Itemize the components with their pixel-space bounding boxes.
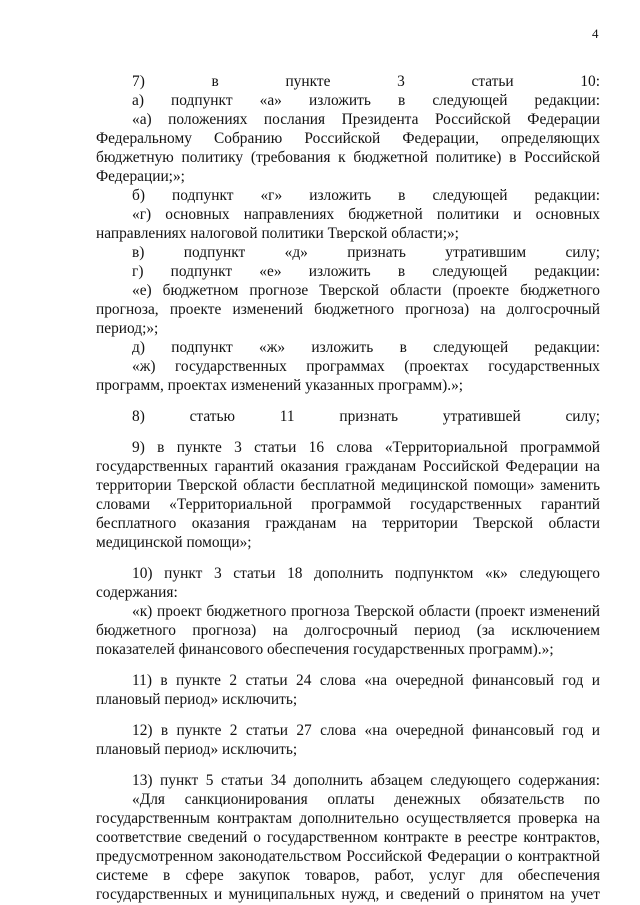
text-line: 11) в пункте 2 статьи 24 слова «на очередной финансовый год и (132, 672, 600, 689)
text-line: показателей финансового обеспечения государственных программ).»; (96, 641, 554, 658)
paragraph-gap (96, 659, 600, 671)
paragraph (96, 262, 600, 281)
paragraph-gap (96, 395, 600, 407)
text-line: плановый период» исключить; (96, 741, 298, 758)
text-line: 12) в пункте 2 статьи 27 слова «на очередной финансовый год и (132, 722, 600, 739)
text-line: д) подпункт «ж» изложить в следующей редакции: (132, 339, 600, 356)
text-line: направлениях налоговой политики Тверской области;»; (96, 225, 459, 242)
paragraph (96, 205, 600, 243)
text-line: государственным контрактам дополнительно осуществляется проверка на (96, 810, 600, 827)
paragraph-gap (96, 759, 600, 771)
paragraph (96, 91, 600, 110)
text-line: «а) положениях послания Президента Российской Федерации (132, 111, 600, 128)
text-line: прогноза, проекте изменений бюджетного прогноза) на долгосрочный (96, 301, 600, 318)
paragraph (96, 564, 600, 602)
text-line: Федерации;»; (96, 168, 185, 185)
paragraph-gap (96, 426, 600, 438)
text-line: г) подпункт «е» изложить в следующей редакции: (132, 263, 600, 280)
text-line: программ, проектах изменений указанных программ).»; (96, 377, 464, 394)
text-line: 8) статью 11 признать утратившей силу; (132, 408, 600, 425)
paragraph (96, 671, 600, 709)
paragraph (96, 771, 600, 790)
paragraph-gap (96, 552, 600, 564)
text-line: «е) бюджетном прогнозе Тверской области (проекте бюджетного (132, 282, 600, 299)
text-line: бюджетного прогноза) на долгосрочный период (за исключением (96, 622, 600, 639)
paragraph (96, 407, 600, 426)
text-line: «к) проект бюджетного прогноза Тверской области (проект изменений (132, 603, 600, 620)
text-line: в) подпункт «д» признать утратившим силу; (132, 244, 600, 261)
text-line: предусмотренном законодательством Российской Федерации о контрактной (96, 848, 600, 865)
page-number: 4 (592, 26, 599, 41)
text-line: а) подпункт «а» изложить в следующей редакции: (132, 92, 600, 109)
text-line: соответствие сведений о государственном контракте в реестре контрактов, (96, 829, 600, 846)
paragraph (96, 110, 600, 186)
text-line: 7) в пункте 3 статьи 10: (132, 73, 600, 90)
text-line: плановый период» исключить; (96, 691, 298, 708)
paragraph (96, 72, 600, 91)
text-line: «Для санкционирования оплаты денежных обязательств по (132, 791, 600, 808)
paragraph (96, 790, 600, 904)
text-line: Федеральному Собранию Российской Федерации, определяющих (96, 130, 600, 147)
paragraph (96, 602, 600, 659)
paragraph (96, 357, 600, 395)
document-body (96, 72, 600, 904)
text-line: бесплатного оказания гражданам на территории Тверской области (96, 515, 600, 532)
paragraph (96, 338, 600, 357)
text-line: словами «Территориальной программой государственных гарантий (96, 496, 600, 513)
paragraph (96, 186, 600, 205)
text-line: 9) в пункте 3 статьи 16 слова «Территориальной программой (132, 439, 600, 456)
text-line: б) подпункт «г» изложить в следующей редакции: (132, 187, 600, 204)
text-line: бюджетную политику (требования к бюджетной политике) в Российской (96, 149, 600, 166)
paragraph (96, 243, 600, 262)
text-line: системе в сфере закупок товаров, работ, услуг для обеспечения (96, 867, 600, 884)
text-line: содержания: (96, 584, 178, 601)
text-line: период;»; (96, 320, 159, 337)
text-line: территории Тверской области бесплатной медицинской помощи» заменить (96, 477, 600, 494)
paragraph (96, 438, 600, 552)
text-line: 10) пункт 3 статьи 18 дополнить подпунктом «к» следующего (132, 565, 600, 582)
paragraph (96, 281, 600, 338)
text-line: 13) пункт 5 статьи 34 дополнить абзацем следующего содержания: (132, 772, 600, 789)
text-line: государственных и муниципальных нужд, и сведений о принятом на учет (96, 886, 600, 903)
text-line: государственных гарантий оказания гражданам Российской Федерации на (96, 458, 600, 475)
text-line: «г) основных направлениях бюджетной политики и основных (132, 206, 600, 223)
text-line: «ж) государственных программах (проектах государственных (132, 358, 600, 375)
text-line: медицинской помощи»; (96, 534, 252, 551)
paragraph (96, 721, 600, 759)
paragraph-gap (96, 709, 600, 721)
